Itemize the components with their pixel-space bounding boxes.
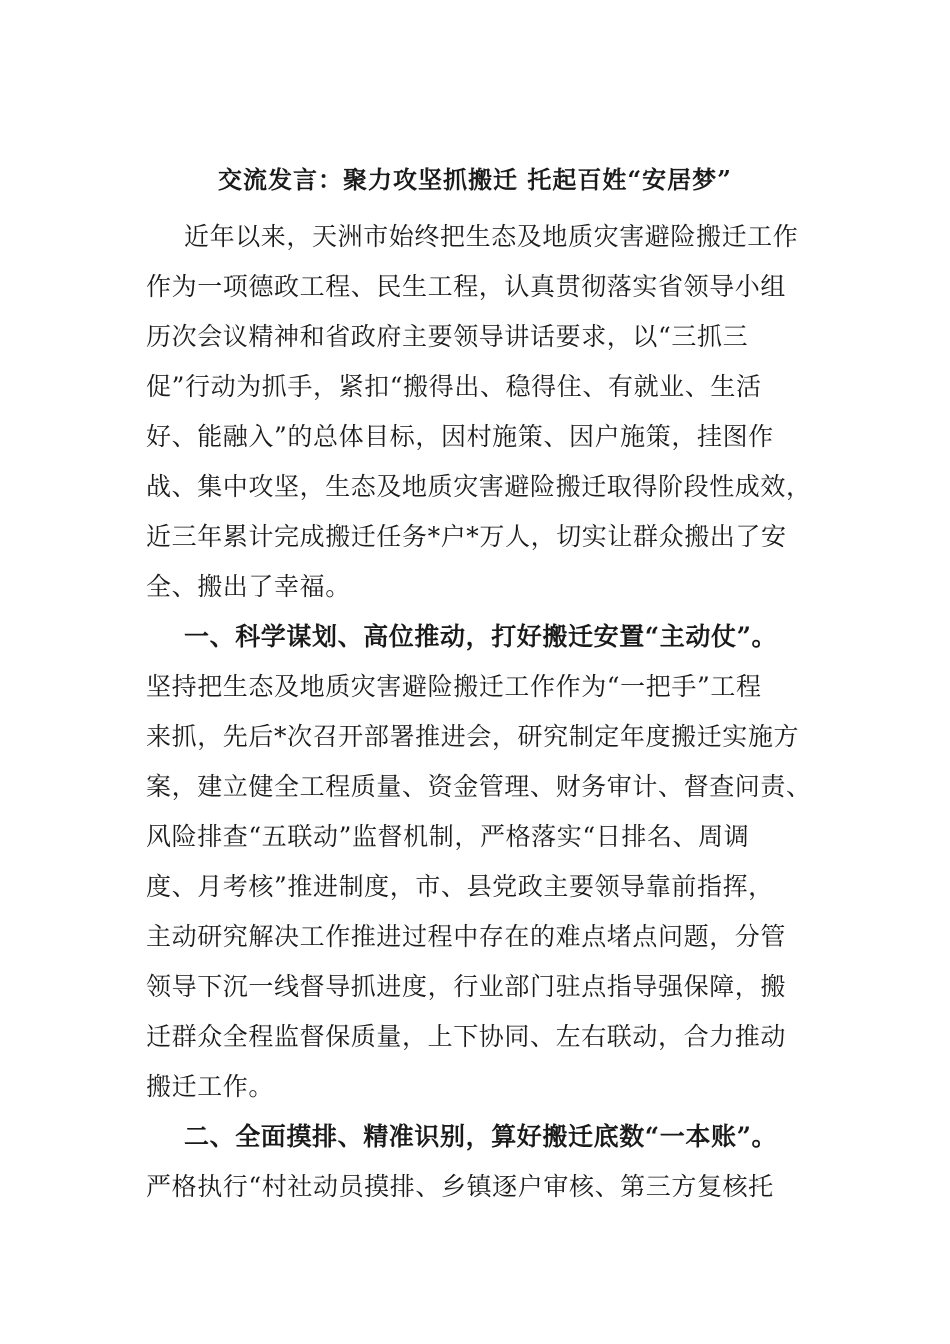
paragraph-line: 近三年累计完成搬迁任务*户*万人，切实让群众搬出了安 <box>146 522 787 551</box>
paragraph-line: 风险排查“五联动”监督机制，严格落实“日排名、周调 <box>146 822 750 851</box>
paragraph-line: 促”行动为抓手，紧扣“搬得出、稳得住、有就业、生活 <box>146 372 762 401</box>
paragraph-line: 坚持把生态及地质灾害避险搬迁工作作为“一把手”工程 <box>146 672 762 701</box>
paragraph-line: 领导下沉一线督导抓进度，行业部门驻点指导强保障，搬 <box>146 972 787 1001</box>
paragraph-line: 战、集中攻坚，生态及地质灾害避险搬迁取得阶段性成效， <box>146 472 812 501</box>
section-heading: 一、科学谋划、高位推动，打好搬迁安置“主动仗”。 <box>184 622 778 651</box>
section-heading: 二、全面摸排、精准识别，算好搬迁底数“一本账”。 <box>184 1122 778 1151</box>
paragraph-line: 全、搬出了幸福。 <box>146 572 351 601</box>
document-title: 交流发言：聚力攻坚抓搬迁 托起百姓“安居梦” <box>218 165 732 194</box>
paragraph-line: 严格执行“村社动员摸排、乡镇逐户审核、第三方复核托 <box>146 1172 774 1201</box>
paragraph-line: 搬迁工作。 <box>146 1072 275 1101</box>
paragraph-line: 来抓，先后*次召开部署推进会，研究制定年度搬迁实施方 <box>146 722 800 751</box>
paragraph-line: 好、能融入”的总体目标，因村施策、因户施策，挂图作 <box>146 422 774 451</box>
paragraph-line: 主动研究解决工作推进过程中存在的难点堵点问题，分管 <box>146 922 787 951</box>
paragraph-line: 历次会议精神和省政府主要领导讲话要求，以“三抓三 <box>146 322 749 351</box>
paragraph-line: 作为一项德政工程、民生工程，认真贯彻落实省领导小组 <box>146 272 787 301</box>
paragraph-line: 迁群众全程监督保质量，上下协同、左右联动，合力推动 <box>146 1022 787 1051</box>
paragraph-line: 度、月考核”推进制度，市、县党政主要领导靠前指挥， <box>146 872 774 901</box>
paragraph-line: 案，建立健全工程质量、资金管理、财务审计、督查问责、 <box>146 772 812 801</box>
paragraph-line: 近年以来，天洲市始终把生态及地质灾害避险搬迁工作 <box>184 222 799 251</box>
